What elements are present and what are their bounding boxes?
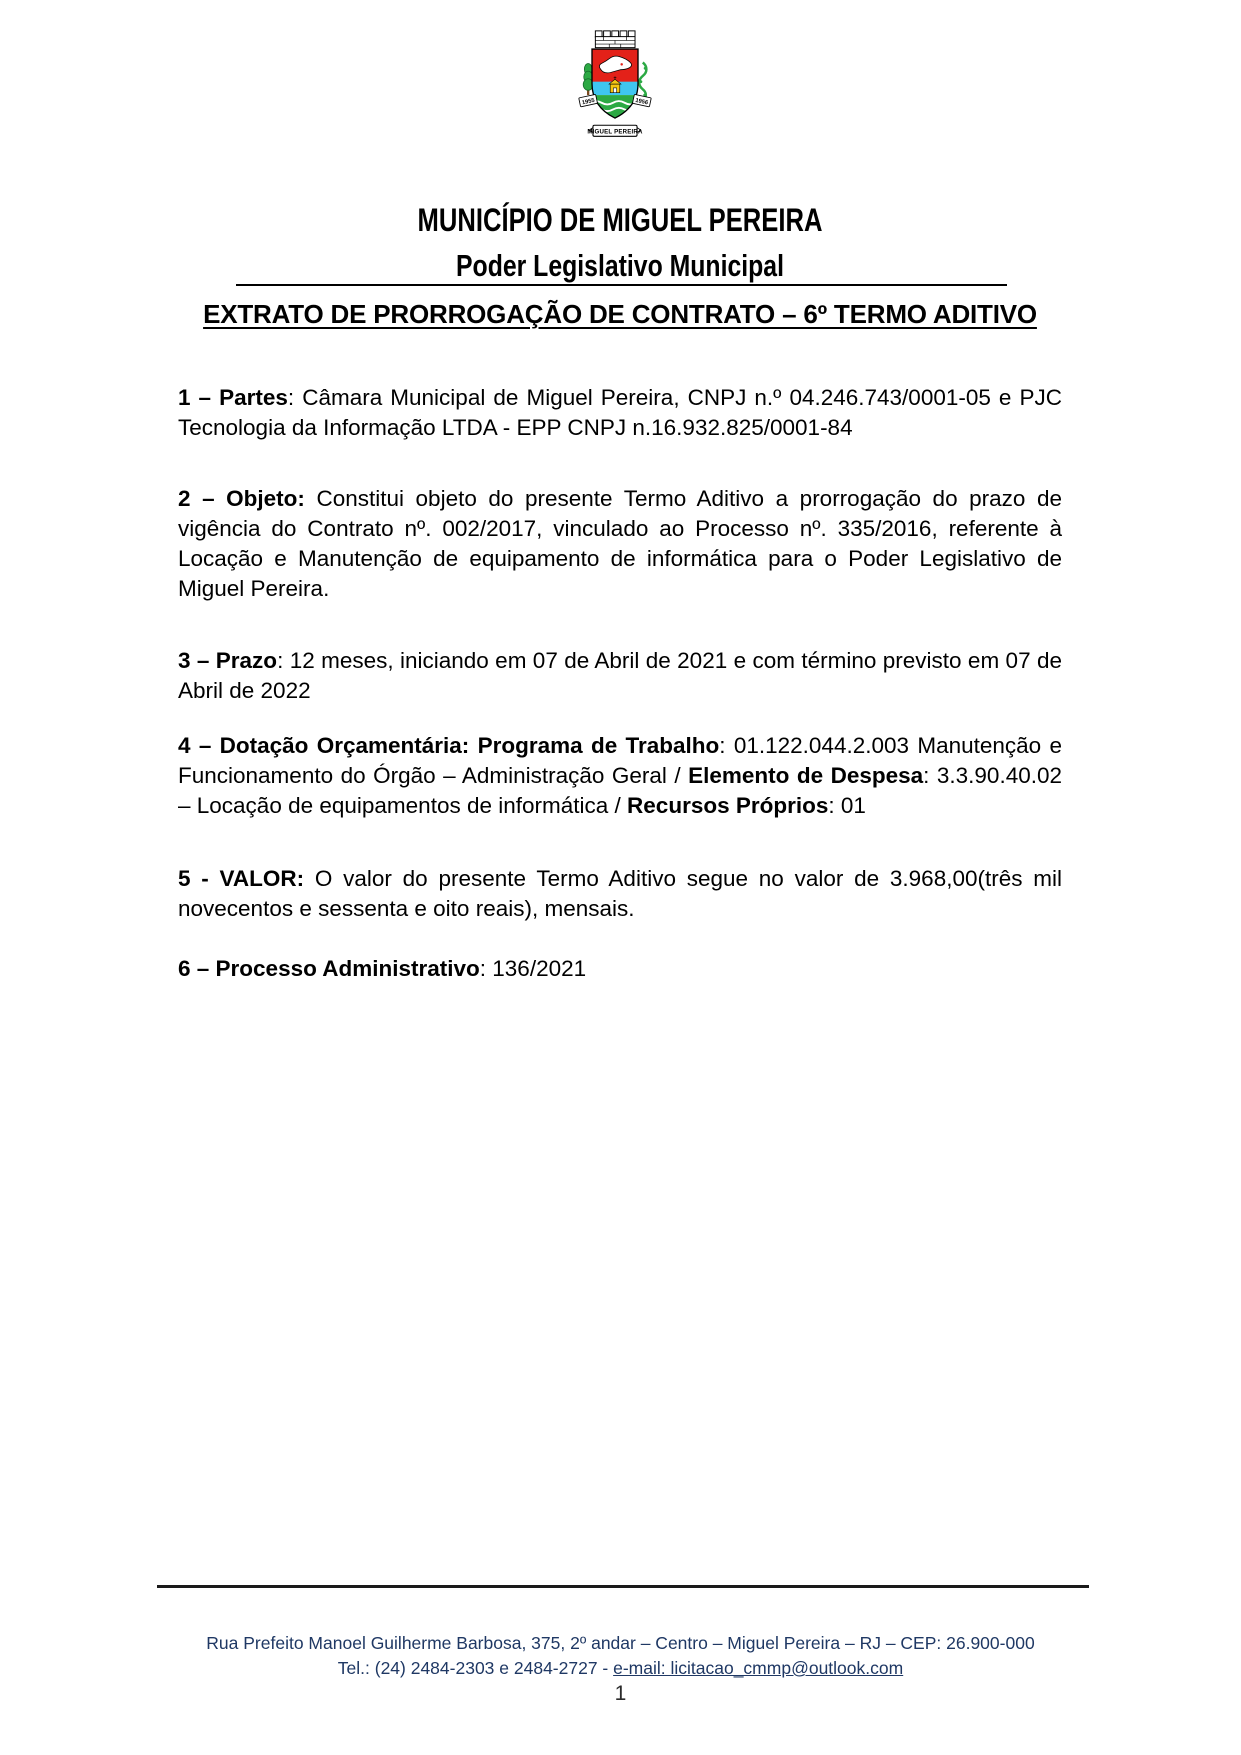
text-run: : 136/2021	[479, 956, 587, 981]
paragraph-processo-administrativo	[178, 954, 1062, 984]
email-link[interactable]: e-mail: licitacao_cmmp@outlook.com	[613, 1658, 904, 1678]
coat-of-arms	[567, 28, 663, 143]
text-run: 4 – Dotação Orçamentária: Programa de Trabalho	[178, 733, 720, 758]
text-run: 6 – Processo Administrativo	[178, 956, 480, 981]
year-banner-right	[633, 94, 652, 106]
legislative-branch-subtitle: Poder Legislativo Municipal	[456, 248, 784, 283]
paragraph-objeto	[178, 484, 1062, 604]
motto-label: MIGUEL PEREIRA	[587, 128, 643, 136]
text-run: 2 – Objeto:	[178, 486, 305, 511]
header-divider	[236, 284, 1007, 286]
paragraph-prazo	[178, 646, 1062, 706]
miguel-pereira-crest-icon	[567, 28, 663, 143]
paragraph-dotacao-orcamentaria	[178, 731, 1062, 821]
paragraph-valor	[178, 864, 1062, 924]
footer-contact	[0, 1658, 1241, 1679]
text-run: : Câmara Municipal de Miguel Pereira, CNPJ n.º 04.246.743/0001-05 e PJC Tecnologia da Informação LTDA - EPP CNPJ n.16.932.825/0001-84	[178, 385, 1062, 440]
text-run: Elemento de Despesa	[688, 763, 924, 788]
text-run: O valor do presente Termo Aditivo segue no valor de 3.968,00(três mil novecentos e sessenta e oito reais), mensais.	[178, 866, 1062, 921]
year-right-label: 1956	[634, 97, 649, 107]
year-banner-left	[579, 94, 598, 106]
footer-phone: Tel.: (24) 2484-2303 e 2484-2727 -	[337, 1658, 614, 1678]
text-run: : 3.3.90.40.02 – Locação de equipamentos de informática /	[178, 763, 1062, 818]
municipality-title: MUNICÍPIO DE MIGUEL PEREIRA	[417, 202, 823, 238]
motto-scroll-icon	[587, 125, 643, 136]
text-run: 3 – Prazo	[178, 648, 278, 673]
footer-address: Rua Prefeito Manoel Guilherme Barbosa, 375, 2º andar – Centro – Miguel Pereira – RJ – CEP: 26.900-000	[206, 1633, 1035, 1653]
year-left-label: 1955	[581, 97, 596, 107]
text-run: Constitui objeto do presente Termo Aditivo a prorrogação do prazo de vigência do Contrato nº. 002/2017, vinculado ao Processo nº. 335/2016, referente à Locação e Manutenção de equipamento de informática para o Poder Legislativo de Miguel Pereira.	[178, 486, 1062, 601]
footer-divider	[157, 1585, 1089, 1588]
text-run: Recursos Próprios	[627, 793, 829, 818]
paragraph-partes	[178, 383, 1062, 443]
page-number: 1	[614, 1682, 627, 1705]
text-run: : 12 meses, iniciando em 07 de Abril de 2021 e com término previsto em 07 de Abril de 2022	[178, 648, 1062, 703]
document-title: EXTRATO DE PRORROGAÇÃO DE CONTRATO – 6º TERMO ADITIVO	[203, 299, 1037, 329]
right-branch-icon	[639, 63, 646, 100]
text-run: : 01.122.044.2.003 Manutenção e Funcionamento do Órgão – Administração Geral /	[178, 733, 1062, 788]
text-run: 5 - VALOR:	[178, 866, 305, 891]
mural-crown-icon	[595, 31, 635, 48]
text-run: 1 – Partes	[178, 385, 288, 410]
text-run: : 01	[828, 793, 866, 818]
